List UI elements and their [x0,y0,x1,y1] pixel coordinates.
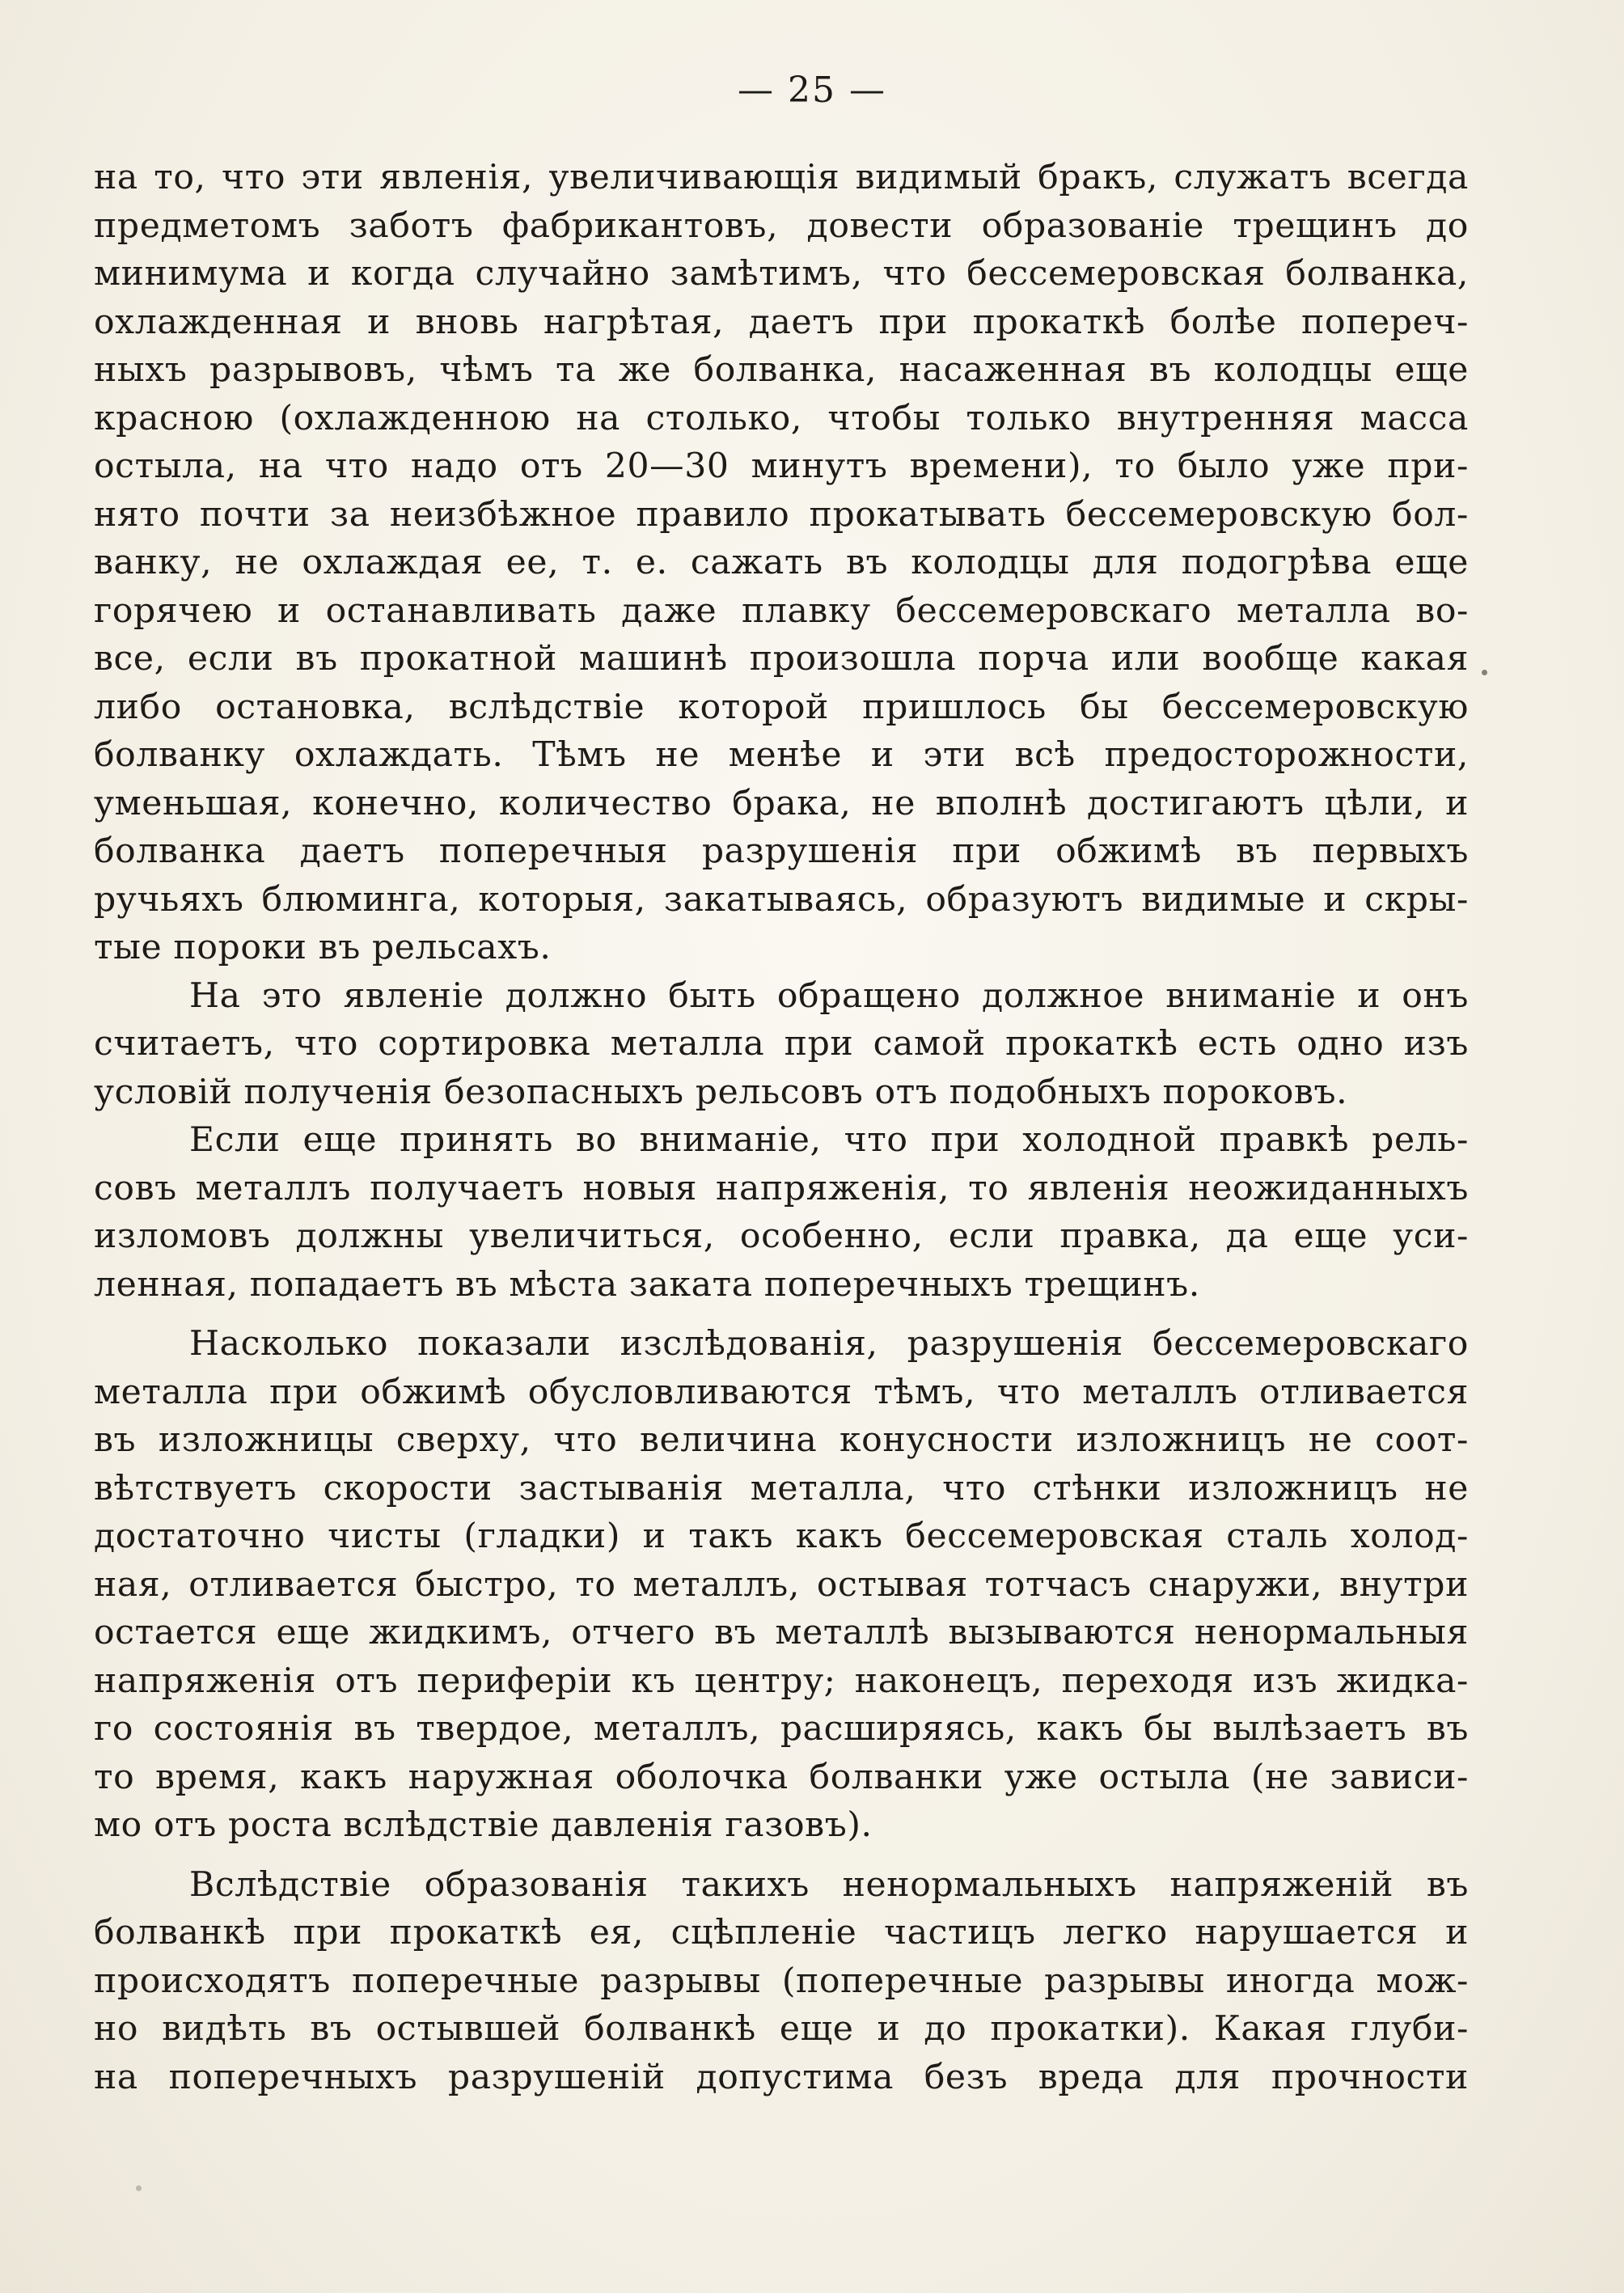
text-line: совъ металлъ получаетъ новыя напряженія, то явленія неожиданныхъ [94,1168,1469,1208]
text-line: ныхъ разрывовъ, чѣмъ та же болванка, насаженная въ колодцы еще [94,350,1469,390]
paragraph [94,1861,1469,2102]
text-line: нято почти за неизбѣжное правило прокатывать бессемеровскую бол- [94,494,1469,535]
text-line: тые пороки въ рельсахъ. [94,928,552,967]
paragraph-gap [94,1850,1469,1861]
text-line: ная, отливается быстро, то металлъ, остывая тотчасъ снаружи, внутри [94,1564,1469,1605]
text-line: Вслѣдствіе образованія такихъ ненормальныхъ напряженій въ [189,1864,1469,1905]
text-line: болванка даетъ поперечныя разрушенія при обжимѣ въ первыхъ [94,831,1469,871]
text-line: считаетъ, что сортировка металла при самой прокаткѣ есть одно изъ [94,1024,1469,1064]
text-line: горячею и останавливать даже плавку бессемеровскаго металла во- [94,590,1469,631]
scan-speck [1482,670,1487,675]
text-line: ванку, не охлаждая ее, т. е. сажать въ колодцы для подогрѣва еще [94,543,1469,582]
text-line: металла при обжимѣ обусловливаются тѣмъ, что металлъ отливается [94,1372,1469,1412]
text-line: то время, какъ наружная оболочка болванки уже остыла (не зависи- [94,1757,1469,1797]
text-line: вѣтствуетъ скорости застыванія металла, что стѣнки изложницъ не [94,1468,1469,1508]
text-line: мо отъ роста вслѣдствіе давленія газовъ). [94,1805,873,1845]
text-line: болванку охлаждать. Тѣмъ не менѣе и эти всѣ предосторожности, [94,735,1469,775]
text-line: охлажденная и вновь нагрѣтая, даетъ при прокаткѣ болѣе попереч- [94,302,1469,342]
text-line: го состоянія въ твердое, металлъ, расширяясь, какъ бы вылѣзаетъ въ [94,1709,1469,1749]
text-line: достаточно чисты (гладки) и такъ какъ бессемеровская сталь холод- [94,1517,1469,1556]
text-line: на поперечныхъ разрушеній допустима безъ вреда для прочности [94,2057,1469,2097]
text-line: все, если въ прокатной машинѣ произошла порча или вообще какая [94,639,1469,679]
text-line: уменьшая, конечно, количество брака, не вполнѣ достигаютъ цѣли, и [94,783,1469,823]
text-line: либо остановка, вслѣдствіе которой пришлось бы бессемеровскую [94,687,1469,727]
text-line: красною (охлажденною на столько, чтобы только внутренняя масса [94,398,1469,438]
text-line: предметомъ заботъ фабрикантовъ, довести образованіе трещинъ до [94,205,1469,246]
scan-speck [136,2185,142,2191]
paragraph [94,972,1469,1117]
paragraph [94,1320,1469,1850]
text-line: на то, что эти явленія, увеличивающія видимый бракъ, служатъ всегда [94,158,1469,197]
text-line: ручьяхъ блюминга, которыя, закатываясь, образуютъ видимые и скры- [94,879,1469,920]
text-line: изломовъ должны увеличиться, особенно, если правка, да еще уси- [94,1216,1469,1256]
text-line: напряженія отъ периферіи къ центру; наконецъ, переходя изъ жидка- [94,1661,1469,1701]
paragraph-gap [94,1309,1469,1320]
text-line: На это явленіе должно быть обращено должное вниманіе и онъ [189,975,1469,1016]
text-line: но видѣть въ остывшей болванкѣ еще и до прокатки). Какая глуби- [94,2009,1469,2049]
paragraph [94,154,1469,972]
text-line: остыла, на что надо отъ 20—30 минутъ времени), то было уже при- [94,446,1469,486]
page-number: — 25 — [738,70,886,111]
text-line: Если еще принять во вниманіе, что при холодной правкѣ рель- [189,1120,1469,1160]
text-line: минимума и когда случайно замѣтимъ, что бессемеровская болванка, [94,254,1469,294]
body-text [94,154,1469,2101]
paragraph [94,1116,1469,1309]
text-line: въ изложницы сверху, что величина конусности изложницъ не соот- [94,1420,1469,1460]
text-line: ленная, попадаетъ въ мѣста заката поперечныхъ трещинъ. [94,1264,1200,1305]
text-line: Насколько показали изслѣдованія, разрушенія бессемеровскаго [189,1324,1469,1364]
text-line: болванкѣ при прокаткѣ ея, сцѣпленіе частицъ легко нарушается и [94,1913,1469,1952]
text-line: происходятъ поперечные разрывы (поперечные разрывы иногда мож- [94,1961,1469,2001]
text-line: остается еще жидкимъ, отчего въ металлѣ вызываются ненормальныя [94,1613,1469,1652]
text-line: условій полученія безопасныхъ рельсовъ отъ подобныхъ пороковъ. [94,1072,1348,1112]
